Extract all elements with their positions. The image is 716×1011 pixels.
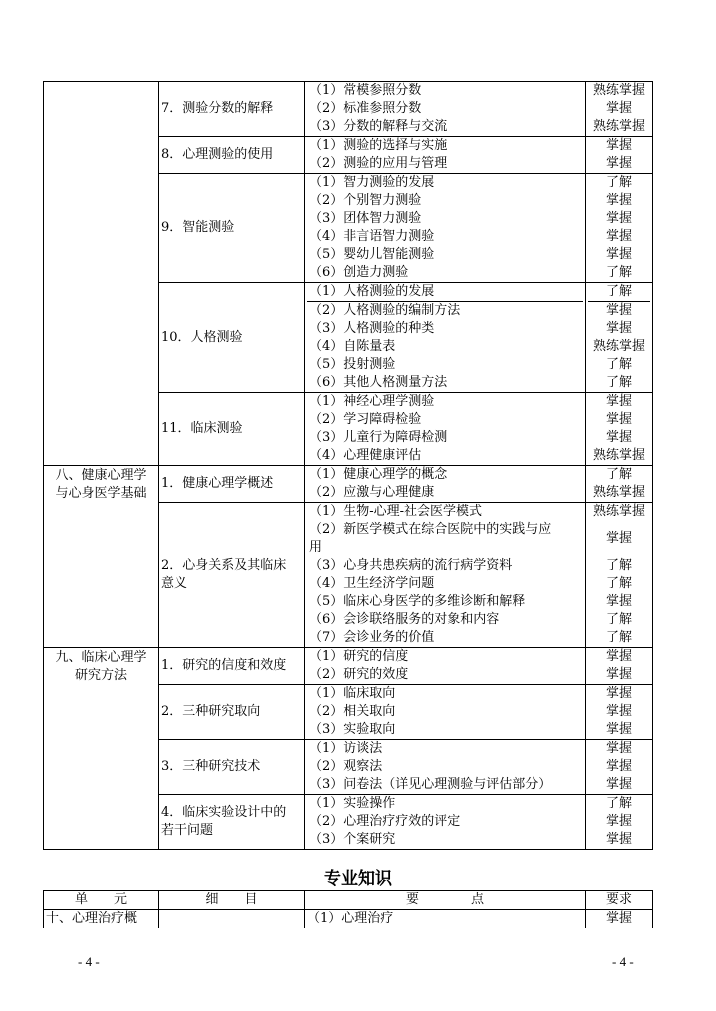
point: （2）研究的效度 <box>309 667 409 682</box>
header-points: 要 点 <box>305 891 586 910</box>
point: （4）卫生经济学问题 <box>309 576 435 591</box>
point: （3）个案研究 <box>309 832 396 847</box>
point: （2）心理治疗疗效的评定 <box>309 814 461 829</box>
req-cell <box>586 283 653 393</box>
points-cell <box>305 503 586 648</box>
unit-label: 九、临床心理学 <box>55 650 147 665</box>
points-cell <box>305 685 586 740</box>
detail-cell: 2．三种研究取向 <box>159 685 305 740</box>
table-row <box>44 648 653 685</box>
detail-cell <box>159 910 305 929</box>
header-detail: 细 目 <box>159 891 305 910</box>
req: 掌握 <box>605 101 632 116</box>
page-number-left: - 4 - <box>78 954 100 969</box>
point: （2）相关取向 <box>309 704 396 719</box>
points-cell <box>305 393 586 466</box>
detail-line: 2．心身关系及其临床 <box>161 558 287 573</box>
detail-cell: 11．临床测验 <box>159 393 305 466</box>
req: 熟练掌握 <box>592 448 645 463</box>
req-cell <box>586 503 653 648</box>
point: （1）测验的选择与实施 <box>309 138 448 153</box>
req-cell <box>586 137 653 174</box>
point: （3）人格测验的种类 <box>309 321 435 336</box>
table-row <box>44 82 653 137</box>
point: （3）心身共患疾病的流行病学资料 <box>309 558 513 573</box>
header-req: 要求 <box>586 891 653 910</box>
req: 掌握 <box>605 193 632 208</box>
point: （1）生物-心理-社会医学模式 <box>309 504 483 519</box>
detail-cell: 7．测验分数的解释 <box>159 82 305 137</box>
point: （2）个别智力测验 <box>309 193 422 208</box>
req: 了解 <box>605 796 632 811</box>
req: 了解 <box>605 175 632 190</box>
points-cell <box>305 283 586 393</box>
point: 用 <box>309 540 323 555</box>
point: （6）其他人格测量方法 <box>309 375 448 390</box>
req-cell <box>586 82 653 137</box>
req: 掌握 <box>605 741 632 756</box>
req-cell <box>586 393 653 466</box>
point: （1）神经心理学测验 <box>309 394 435 409</box>
req-cell: 掌握 <box>586 910 653 929</box>
req-cell <box>586 174 653 283</box>
point: （5）临床心身医学的多维诊断和解释 <box>309 594 526 609</box>
section-title: 专业知识 <box>324 869 392 889</box>
req: 掌握 <box>605 722 632 737</box>
point: （2）测验的应用与管理 <box>309 156 448 171</box>
point: （2）人格测验的编制方法 <box>309 303 461 318</box>
req: 掌握 <box>605 777 632 792</box>
table-header-row <box>44 891 653 910</box>
points-cell <box>305 174 586 283</box>
req: 了解 <box>605 612 632 627</box>
point: （4）非言语智力测验 <box>309 229 435 244</box>
point: （2）新医学模式在综合医院中的实践与应 <box>309 522 552 537</box>
point: （2）学习障碍检验 <box>309 412 422 427</box>
req: 掌握 <box>605 412 632 427</box>
req: 掌握 <box>605 594 632 609</box>
points-cell <box>305 795 586 850</box>
req: 掌握 <box>605 229 632 244</box>
req: 了解 <box>588 283 650 302</box>
req: 了解 <box>605 576 632 591</box>
req-cell <box>586 795 653 850</box>
point: （3）团体智力测验 <box>309 211 422 226</box>
point: （2）观察法 <box>309 759 383 774</box>
req: 了解 <box>605 265 632 280</box>
req-cell <box>586 740 653 795</box>
points-cell <box>305 82 586 137</box>
req: 掌握 <box>605 394 632 409</box>
point: （3）问卷法（详见心理测验与评估部分） <box>309 777 552 792</box>
detail-cell: 9．智能测验 <box>159 174 305 283</box>
req: 了解 <box>605 357 632 372</box>
req-cell <box>586 466 653 503</box>
detail-cell: 1．研究的信度和效度 <box>159 648 305 685</box>
point: （3）实验取向 <box>309 722 396 737</box>
req: 掌握 <box>605 686 632 701</box>
req: 掌握 <box>605 247 632 262</box>
point: （2）应激与心理健康 <box>309 485 435 500</box>
point: （1）智力测验的发展 <box>309 175 435 190</box>
detail-line: 若干问题 <box>161 823 214 838</box>
point: （3）儿童行为障碍检测 <box>309 430 448 445</box>
req: 掌握 <box>605 138 632 153</box>
req: 掌握 <box>605 303 632 318</box>
req: 了解 <box>605 630 632 645</box>
req: 熟练掌握 <box>592 83 645 98</box>
point: （1）常模参照分数 <box>309 83 422 98</box>
point: （1）实验操作 <box>309 796 396 811</box>
req: 掌握 <box>605 832 632 847</box>
point: （5）婴幼儿智能测验 <box>309 247 435 262</box>
detail-cell: 3．三种研究技术 <box>159 740 305 795</box>
req: 掌握 <box>605 814 632 829</box>
page-number-right: - 4 - <box>612 954 634 969</box>
detail-cell <box>159 795 305 850</box>
req: 掌握 <box>605 667 632 682</box>
unit-label: 与心身医学基础 <box>55 486 147 501</box>
table-row <box>44 910 653 929</box>
req: 熟练掌握 <box>592 485 645 500</box>
point: （6）创造力测验 <box>309 265 409 280</box>
req: 了解 <box>605 375 632 390</box>
points-cell <box>305 137 586 174</box>
point: （1）人格测验的发展 <box>307 283 583 302</box>
detail-cell: 10．人格测验 <box>159 283 305 393</box>
point: （6）会诊联络服务的对象和内容 <box>309 612 500 627</box>
table-row <box>44 466 653 503</box>
req: 掌握 <box>605 531 632 546</box>
req-cell <box>586 685 653 740</box>
point: （1）健康心理学的概念 <box>309 467 448 482</box>
detail-cell <box>159 503 305 648</box>
req: 掌握 <box>605 211 632 226</box>
point: （2）标准参照分数 <box>309 101 422 116</box>
req: 掌握 <box>605 649 632 664</box>
point: （5）投射测验 <box>309 357 396 372</box>
unit-label: 八、健康心理学 <box>55 468 147 483</box>
points-cell: （1）心理治疗 <box>305 910 586 929</box>
syllabus-table <box>43 81 653 850</box>
unit-cell <box>44 82 159 466</box>
unit-cell <box>44 466 159 648</box>
points-cell <box>305 466 586 503</box>
point: （1）临床取向 <box>309 686 396 701</box>
point: （1）访谈法 <box>309 741 383 756</box>
req: 掌握 <box>605 321 632 336</box>
point: （3）分数的解释与交流 <box>309 119 448 134</box>
detail-line: 4．临床实验设计中的 <box>161 805 287 820</box>
point: （1）研究的信度 <box>309 649 409 664</box>
points-cell <box>305 648 586 685</box>
req: 掌握 <box>605 704 632 719</box>
req: 掌握 <box>605 156 632 171</box>
req: 了解 <box>605 558 632 573</box>
header-unit: 单 元 <box>44 891 159 910</box>
unit-cell <box>44 648 159 850</box>
points-cell <box>305 740 586 795</box>
point: （7）会诊业务的价值 <box>309 630 435 645</box>
req: 掌握 <box>605 430 632 445</box>
req: 熟练掌握 <box>592 339 645 354</box>
unit-label: 研究方法 <box>74 668 127 683</box>
req: 熟练掌握 <box>592 119 645 134</box>
req: 熟练掌握 <box>592 504 645 519</box>
syllabus-table-next <box>43 890 653 928</box>
point: （4）心理健康评估 <box>309 448 422 463</box>
point: （4）自陈量表 <box>309 339 396 354</box>
req: 了解 <box>605 467 632 482</box>
unit-cell: 十、心理治疗概 <box>44 910 159 929</box>
detail-line: 意义 <box>161 576 188 591</box>
req: 掌握 <box>605 759 632 774</box>
req-cell <box>586 648 653 685</box>
detail-cell: 8．心理测验的使用 <box>159 137 305 174</box>
detail-cell: 1．健康心理学概述 <box>159 466 305 503</box>
